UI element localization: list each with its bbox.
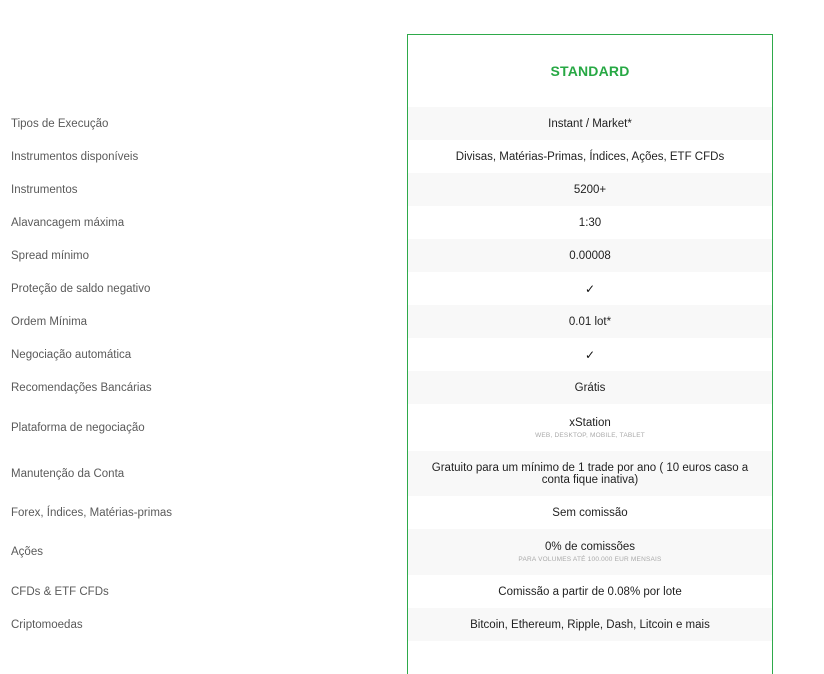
plan-column-standard bbox=[407, 34, 773, 674]
value-crypto: Bitcoin, Ethereum, Ripple, Dash, Litcoin e mais bbox=[408, 608, 772, 641]
label-account-maintenance: Manutenção da Conta bbox=[11, 467, 125, 480]
label-trading-platform: Plataforma de negociação bbox=[11, 421, 145, 434]
value-max-leverage: 1:30 bbox=[578, 216, 602, 229]
value-trading-platform bbox=[408, 404, 772, 451]
label-instruments: Instrumentos bbox=[11, 183, 78, 196]
label-automated-trading: Negociação automática bbox=[11, 348, 132, 361]
feature-labels-column bbox=[11, 107, 391, 641]
value-forex-indices-commodities: Sem comissão bbox=[552, 506, 628, 519]
value-available-instruments: Divisas, Matérias-Primas, Índices, Ações, ETF CFDs bbox=[455, 150, 725, 163]
stocks-commission: 0% de comissões bbox=[544, 541, 636, 553]
label-available-instruments: Instrumentos disponíveis bbox=[11, 150, 139, 163]
label-bank-recommendations: Recomendações Bancárias bbox=[11, 381, 152, 394]
value-execution-types: Instant / Market* bbox=[408, 107, 772, 140]
stocks-volume-note: PARA VOLUMES ATÉ 100.000 EUR MENSAIS bbox=[518, 556, 662, 563]
label-forex-indices-commodities: Forex, Índices, Matérias-primas bbox=[11, 506, 173, 519]
checkmark-icon: ✓ bbox=[584, 347, 596, 362]
platform-devices: WEB, DESKTOP, MOBILE, TABLET bbox=[535, 431, 645, 439]
label-crypto: Criptomoedas bbox=[11, 618, 83, 631]
value-min-order: 0.01 lot* bbox=[408, 305, 772, 338]
value-automated-trading bbox=[408, 338, 772, 371]
plan-title: STANDARD bbox=[550, 63, 630, 79]
value-min-spread: 0.00008 bbox=[408, 239, 772, 272]
label-cfds-etf-cfds: CFDs & ETF CFDs bbox=[11, 585, 109, 598]
value-bank-recommendations: Grátis bbox=[408, 371, 772, 404]
label-execution-types: Tipos de Execução bbox=[11, 117, 109, 130]
label-max-leverage: Alavancagem máxima bbox=[11, 216, 125, 229]
label-stocks: Ações bbox=[11, 546, 43, 558]
value-account-maintenance: Gratuito para um mínimo de 1 trade por ano ( 10 euros caso a conta fique inativa) bbox=[408, 451, 772, 496]
value-stocks bbox=[408, 529, 772, 575]
value-instruments: 5200+ bbox=[408, 173, 772, 206]
value-cfds-etf-cfds: Comissão a partir de 0.08% por lote bbox=[498, 585, 682, 598]
label-min-order: Ordem Mínima bbox=[11, 315, 88, 328]
label-negative-balance-protection: Proteção de saldo negativo bbox=[11, 282, 151, 295]
value-negative-balance-protection bbox=[408, 272, 772, 305]
label-min-spread: Spread mínimo bbox=[11, 249, 89, 262]
platform-name: xStation bbox=[569, 416, 611, 429]
checkmark-icon: ✓ bbox=[584, 281, 596, 296]
